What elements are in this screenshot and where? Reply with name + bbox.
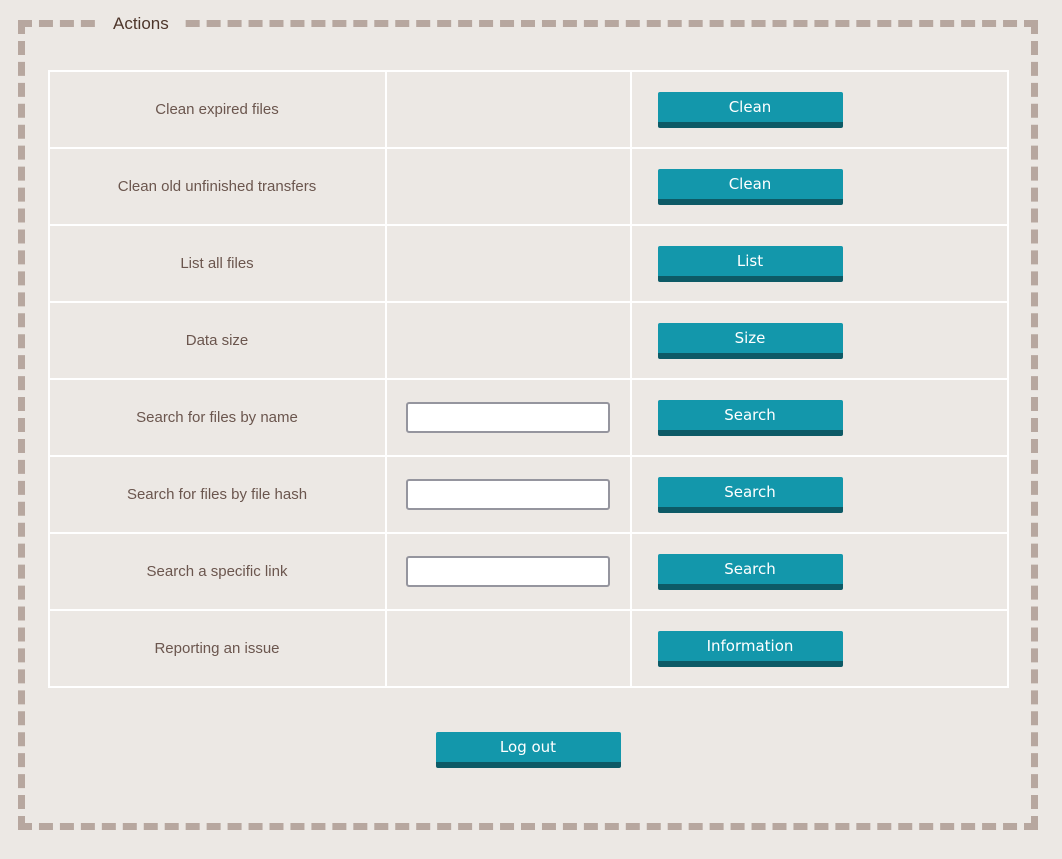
row-label: List all files	[180, 254, 254, 272]
row-text-input[interactable]	[406, 479, 610, 510]
row-input-cell	[386, 610, 631, 687]
table-row	[49, 379, 1008, 456]
row-action-button[interactable]: Search	[658, 400, 843, 436]
row-label-cell	[49, 456, 386, 533]
row-label: Search for files by name	[136, 408, 298, 426]
table-row	[49, 610, 1008, 687]
row-label: Search for files by file hash	[126, 485, 308, 503]
row-action-button[interactable]: Search	[658, 477, 843, 513]
table-row	[49, 456, 1008, 533]
row-action-button[interactable]: Clean	[658, 92, 843, 128]
row-action-button[interactable]: Clean	[658, 169, 843, 205]
row-label-cell	[49, 610, 386, 687]
row-button-cell	[631, 71, 1008, 148]
logout-button[interactable]: Log out	[436, 732, 621, 768]
row-button-cell	[631, 533, 1008, 610]
row-text-input[interactable]	[406, 402, 610, 433]
row-input-cell	[386, 71, 631, 148]
row-action-button[interactable]: Size	[658, 323, 843, 359]
row-button-cell	[631, 148, 1008, 225]
panel-title: Actions	[97, 11, 185, 37]
table-row	[49, 71, 1008, 148]
actions-table	[48, 70, 1009, 688]
row-action-button[interactable]: List	[658, 246, 843, 282]
table-row	[49, 533, 1008, 610]
actions-panel	[18, 14, 1038, 830]
row-label: Clean old unfinished transfers	[117, 177, 317, 195]
row-label-cell	[49, 225, 386, 302]
row-label: Search a specific link	[146, 562, 288, 580]
row-text-input[interactable]	[406, 556, 610, 587]
row-action-button[interactable]: Search	[658, 554, 843, 590]
row-button-cell	[631, 379, 1008, 456]
table-row	[49, 302, 1008, 379]
row-label: Data size	[185, 331, 249, 349]
row-input-cell	[386, 302, 631, 379]
row-label: Reporting an issue	[154, 639, 280, 657]
row-input-cell	[386, 456, 631, 533]
row-button-cell	[631, 302, 1008, 379]
table-row	[49, 225, 1008, 302]
row-button-cell	[631, 456, 1008, 533]
row-label-cell	[49, 148, 386, 225]
row-label: Clean expired files	[155, 100, 279, 118]
row-input-cell	[386, 225, 631, 302]
row-input-cell	[386, 148, 631, 225]
row-button-cell	[631, 225, 1008, 302]
row-input-cell	[386, 533, 631, 610]
row-label-cell	[49, 533, 386, 610]
row-button-cell	[631, 610, 1008, 687]
row-label-cell	[49, 379, 386, 456]
row-label-cell	[49, 71, 386, 148]
table-row	[49, 148, 1008, 225]
row-input-cell	[386, 379, 631, 456]
row-action-button[interactable]: Information	[658, 631, 843, 667]
row-label-cell	[49, 302, 386, 379]
